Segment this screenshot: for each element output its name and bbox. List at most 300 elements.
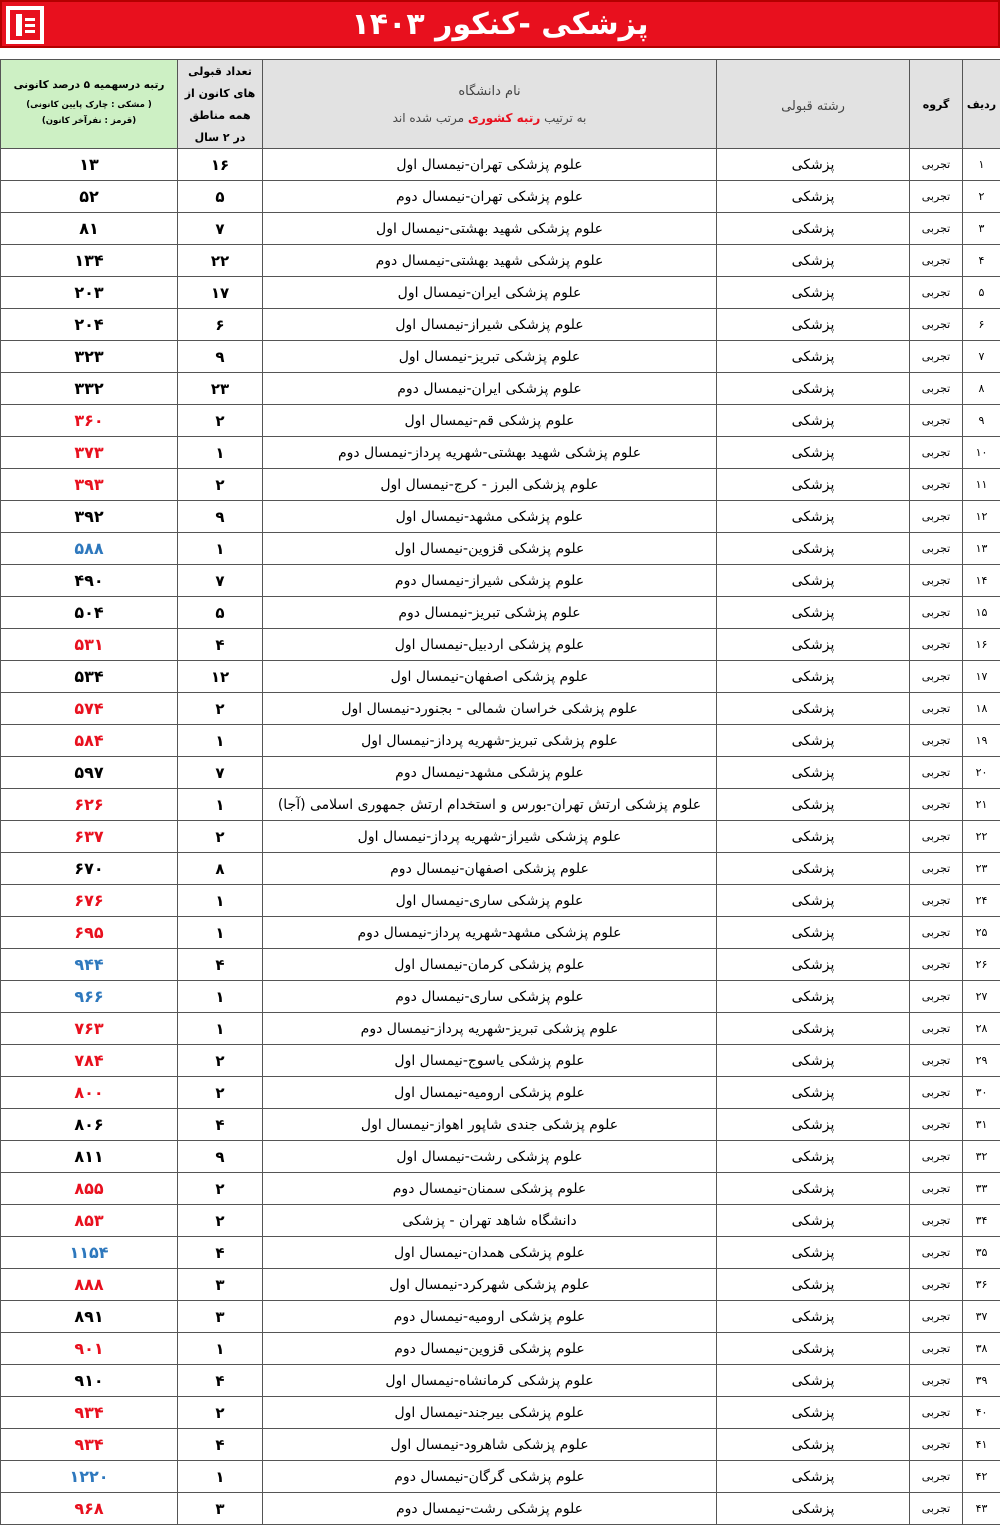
rank-cell: ۷۸۴ (1, 1045, 178, 1077)
group-cell: تجربی (910, 1397, 963, 1429)
major-cell: پزشکی (717, 309, 910, 341)
header-count: تعداد قبولی های کانون از همه مناطق در ۲ سال (178, 60, 263, 149)
table-row (1, 949, 1000, 981)
group-cell: تجربی (910, 1237, 963, 1269)
major-cell: پزشکی (717, 1109, 910, 1141)
table-row (1, 693, 1000, 725)
table-row (1, 565, 1000, 597)
header-university: نام دانشگاه به ترتیب رتبه کشوری مرتب شده اند (263, 60, 717, 149)
row-number-cell: ۲ (963, 181, 1000, 213)
count-cell: ۱ (178, 789, 263, 821)
rank-cell: ۶۹۵ (1, 917, 178, 949)
row-number-cell: ۳۵ (963, 1237, 1000, 1269)
table-row (1, 277, 1000, 309)
major-cell: پزشکی (717, 341, 910, 373)
row-number-cell: ۲۷ (963, 981, 1000, 1013)
university-cell: علوم پزشکی رشت-نیمسال دوم (263, 1493, 717, 1525)
row-number-cell: ۲۴ (963, 885, 1000, 917)
university-cell: علوم پزشکی شهرکرد-نیمسال اول (263, 1269, 717, 1301)
group-cell: تجربی (910, 501, 963, 533)
university-cell: علوم پزشکی ایران-نیمسال دوم (263, 373, 717, 405)
table-row (1, 885, 1000, 917)
row-number-cell: ۲۶ (963, 949, 1000, 981)
table-row (1, 501, 1000, 533)
row-number-cell: ۵ (963, 277, 1000, 309)
university-cell: علوم پزشکی ارومیه-نیمسال اول (263, 1077, 717, 1109)
row-number-cell: ۳۱ (963, 1109, 1000, 1141)
count-cell: ۴ (178, 1365, 263, 1397)
major-cell: پزشکی (717, 1365, 910, 1397)
count-cell: ۲ (178, 405, 263, 437)
table-row (1, 1045, 1000, 1077)
count-cell: ۴ (178, 629, 263, 661)
row-number-cell: ۱۰ (963, 437, 1000, 469)
table-row (1, 789, 1000, 821)
count-cell: ۲ (178, 1205, 263, 1237)
table-row (1, 1077, 1000, 1109)
major-cell: پزشکی (717, 757, 910, 789)
table-row (1, 1141, 1000, 1173)
rank-cell: ۹۴۴ (1, 949, 178, 981)
table-row (1, 725, 1000, 757)
table-row (1, 1301, 1000, 1333)
group-cell: تجربی (910, 597, 963, 629)
group-cell: تجربی (910, 1429, 963, 1461)
group-cell: تجربی (910, 1269, 963, 1301)
university-cell: علوم پزشکی همدان-نیمسال اول (263, 1237, 717, 1269)
major-cell: پزشکی (717, 1205, 910, 1237)
rank-cell: ۳۳۲ (1, 373, 178, 405)
count-cell: ۳ (178, 1301, 263, 1333)
major-cell: پزشکی (717, 1077, 910, 1109)
major-cell: پزشکی (717, 1429, 910, 1461)
major-cell: پزشکی (717, 661, 910, 693)
university-cell: علوم پزشکی قزوین-نیمسال دوم (263, 1333, 717, 1365)
rank-cell: ۹۳۴ (1, 1397, 178, 1429)
group-cell: تجربی (910, 469, 963, 501)
group-cell: تجربی (910, 437, 963, 469)
university-cell: علوم پزشکی البرز - کرج-نیمسال اول (263, 469, 717, 501)
rank-cell: ۸۸۸ (1, 1269, 178, 1301)
rank-cell: ۶۷۰ (1, 853, 178, 885)
university-cell: علوم پزشکی تهران-نیمسال دوم (263, 181, 717, 213)
row-number-cell: ۳۰ (963, 1077, 1000, 1109)
university-cell: علوم پزشکی اصفهان-نیمسال دوم (263, 853, 717, 885)
group-cell: تجربی (910, 565, 963, 597)
header-rank: رتبه درسهمیه ۵ درصد کانونی ( مشکی : چارک پایین کانونی) (قرمز : نفرآخر کانون) (1, 60, 178, 149)
table-row (1, 213, 1000, 245)
count-cell: ۵ (178, 597, 263, 629)
university-cell: علوم پزشکی شهید بهشتی-نیمسال اول (263, 213, 717, 245)
row-number-cell: ۲۹ (963, 1045, 1000, 1077)
university-cell: علوم پزشکی ساری-نیمسال اول (263, 885, 717, 917)
count-cell: ۱ (178, 533, 263, 565)
group-cell: تجربی (910, 1109, 963, 1141)
major-cell: پزشکی (717, 1045, 910, 1077)
count-cell: ۱۲ (178, 661, 263, 693)
count-cell: ۱ (178, 1013, 263, 1045)
count-cell: ۷ (178, 213, 263, 245)
table-row (1, 917, 1000, 949)
group-cell: تجربی (910, 1013, 963, 1045)
university-cell: علوم پزشکی قم-نیمسال اول (263, 405, 717, 437)
rank-cell: ۹۳۴ (1, 1429, 178, 1461)
table-row (1, 1333, 1000, 1365)
university-cell: علوم پزشکی یاسوج-نیمسال اول (263, 1045, 717, 1077)
rank-cell: ۸۵۳ (1, 1205, 178, 1237)
rank-cell: ۱۳ (1, 149, 178, 181)
row-number-cell: ۴ (963, 245, 1000, 277)
count-cell: ۱ (178, 981, 263, 1013)
count-cell: ۱ (178, 885, 263, 917)
university-cell: علوم پزشکی شیراز-نیمسال دوم (263, 565, 717, 597)
row-number-cell: ۱۸ (963, 693, 1000, 725)
major-cell: پزشکی (717, 149, 910, 181)
university-cell: علوم پزشکی سمنان-نیمسال دوم (263, 1173, 717, 1205)
group-cell: تجربی (910, 725, 963, 757)
header-row-number: ردیف (963, 60, 1000, 149)
table-row (1, 1109, 1000, 1141)
row-number-cell: ۳۴ (963, 1205, 1000, 1237)
count-cell: ۴ (178, 949, 263, 981)
group-cell: تجربی (910, 341, 963, 373)
group-cell: تجربی (910, 405, 963, 437)
rank-cell: ۳۷۳ (1, 437, 178, 469)
row-number-cell: ۱۶ (963, 629, 1000, 661)
count-cell: ۵ (178, 181, 263, 213)
count-cell: ۹ (178, 341, 263, 373)
major-cell: پزشکی (717, 565, 910, 597)
major-cell: پزشکی (717, 469, 910, 501)
table-row (1, 757, 1000, 789)
row-number-cell: ۲۸ (963, 1013, 1000, 1045)
header-group: گروه (910, 60, 963, 149)
major-cell: پزشکی (717, 1301, 910, 1333)
count-cell: ۸ (178, 853, 263, 885)
university-cell: علوم پزشکی شهید بهشتی-نیمسال دوم (263, 245, 717, 277)
count-cell: ۳ (178, 1493, 263, 1525)
count-cell: ۱ (178, 1461, 263, 1493)
row-number-cell: ۲۱ (963, 789, 1000, 821)
row-number-cell: ۳ (963, 213, 1000, 245)
group-cell: تجربی (910, 1045, 963, 1077)
table-row (1, 437, 1000, 469)
major-cell: پزشکی (717, 245, 910, 277)
group-cell: تجربی (910, 1141, 963, 1173)
university-cell: علوم پزشکی جندی شاپور اهواز-نیمسال اول (263, 1109, 717, 1141)
row-number-cell: ۲۰ (963, 757, 1000, 789)
university-cell: علوم پزشکی اصفهان-نیمسال اول (263, 661, 717, 693)
major-cell: پزشکی (717, 533, 910, 565)
rank-cell: ۹۱۰ (1, 1365, 178, 1397)
rank-cell: ۸۰۶ (1, 1109, 178, 1141)
rank-cell: ۹۶۸ (1, 1493, 178, 1525)
count-cell: ۲ (178, 1045, 263, 1077)
table-row (1, 405, 1000, 437)
major-cell: پزشکی (717, 629, 910, 661)
group-cell: تجربی (910, 309, 963, 341)
row-number-cell: ۱۲ (963, 501, 1000, 533)
table-row (1, 341, 1000, 373)
group-cell: تجربی (910, 373, 963, 405)
rank-cell: ۸۱ (1, 213, 178, 245)
count-cell: ۲ (178, 1397, 263, 1429)
rank-cell: ۲۰۴ (1, 309, 178, 341)
university-cell: علوم پزشکی مشهد-نیمسال اول (263, 501, 717, 533)
count-cell: ۲ (178, 693, 263, 725)
rank-cell: ۱۱۵۴ (1, 1237, 178, 1269)
rank-cell: ۹۰۱ (1, 1333, 178, 1365)
group-cell: تجربی (910, 1493, 963, 1525)
row-number-cell: ۲۳ (963, 853, 1000, 885)
table-row (1, 629, 1000, 661)
row-number-cell: ۱۷ (963, 661, 1000, 693)
row-number-cell: ۲۲ (963, 821, 1000, 853)
rank-cell: ۵۲ (1, 181, 178, 213)
university-cell: علوم پزشکی شیراز-نیمسال اول (263, 309, 717, 341)
row-number-cell: ۱۱ (963, 469, 1000, 501)
row-number-cell: ۱۵ (963, 597, 1000, 629)
university-cell: علوم پزشکی ساری-نیمسال دوم (263, 981, 717, 1013)
row-number-cell: ۴۰ (963, 1397, 1000, 1429)
university-cell: علوم پزشکی شاهرود-نیمسال اول (263, 1429, 717, 1461)
count-cell: ۲۳ (178, 373, 263, 405)
group-cell: تجربی (910, 853, 963, 885)
university-cell: علوم پزشکی کرمانشاه-نیمسال اول (263, 1365, 717, 1397)
row-number-cell: ۶ (963, 309, 1000, 341)
rank-cell: ۳۲۳ (1, 341, 178, 373)
rank-cell: ۵۷۴ (1, 693, 178, 725)
group-cell: تجربی (910, 661, 963, 693)
row-number-cell: ۴۳ (963, 1493, 1000, 1525)
table-row (1, 469, 1000, 501)
rank-cell: ۵۰۴ (1, 597, 178, 629)
row-number-cell: ۳۸ (963, 1333, 1000, 1365)
table-row (1, 1237, 1000, 1269)
header-major: رشته قبولی (717, 60, 910, 149)
count-cell: ۹ (178, 1141, 263, 1173)
table-row (1, 981, 1000, 1013)
major-cell: پزشکی (717, 1333, 910, 1365)
rank-cell: ۸۱۱ (1, 1141, 178, 1173)
count-cell: ۱ (178, 725, 263, 757)
group-cell: تجربی (910, 629, 963, 661)
table-header-row (1, 60, 1000, 149)
university-cell: علوم پزشکی تبریز-شهریه پرداز-نیمسال دوم (263, 1013, 717, 1045)
count-cell: ۱ (178, 437, 263, 469)
rank-cell: ۶۳۷ (1, 821, 178, 853)
rank-cell: ۸۰۰ (1, 1077, 178, 1109)
major-cell: پزشکی (717, 1269, 910, 1301)
university-cell: علوم پزشکی شیراز-شهریه پرداز-نیمسال اول (263, 821, 717, 853)
group-cell: تجربی (910, 1461, 963, 1493)
row-number-cell: ۳۲ (963, 1141, 1000, 1173)
count-cell: ۴ (178, 1237, 263, 1269)
row-number-cell: ۳۷ (963, 1301, 1000, 1333)
rank-cell: ۳۶۰ (1, 405, 178, 437)
group-cell: تجربی (910, 213, 963, 245)
count-cell: ۶ (178, 309, 263, 341)
row-number-cell: ۱۴ (963, 565, 1000, 597)
count-cell: ۲ (178, 1077, 263, 1109)
university-cell: علوم پزشکی کرمان-نیمسال اول (263, 949, 717, 981)
table-row (1, 245, 1000, 277)
group-cell: تجربی (910, 1173, 963, 1205)
major-cell: پزشکی (717, 501, 910, 533)
table-row (1, 373, 1000, 405)
university-cell: علوم پزشکی قزوین-نیمسال اول (263, 533, 717, 565)
major-cell: پزشکی (717, 693, 910, 725)
group-cell: تجربی (910, 277, 963, 309)
row-number-cell: ۴۱ (963, 1429, 1000, 1461)
major-cell: پزشکی (717, 1141, 910, 1173)
table-row (1, 1493, 1000, 1525)
rank-cell: ۱۳۴ (1, 245, 178, 277)
group-cell: تجربی (910, 1333, 963, 1365)
count-cell: ۹ (178, 501, 263, 533)
row-number-cell: ۱ (963, 149, 1000, 181)
count-cell: ۷ (178, 757, 263, 789)
rank-cell: ۵۳۱ (1, 629, 178, 661)
count-cell: ۳ (178, 1269, 263, 1301)
university-cell: علوم پزشکی ایران-نیمسال اول (263, 277, 717, 309)
table-row (1, 1429, 1000, 1461)
group-cell: تجربی (910, 885, 963, 917)
rank-cell: ۸۵۵ (1, 1173, 178, 1205)
major-cell: پزشکی (717, 1237, 910, 1269)
table-row (1, 1269, 1000, 1301)
group-cell: تجربی (910, 1301, 963, 1333)
group-cell: تجربی (910, 949, 963, 981)
major-cell: پزشکی (717, 949, 910, 981)
rank-cell: ۹۶۶ (1, 981, 178, 1013)
major-cell: پزشکی (717, 213, 910, 245)
count-cell: ۱ (178, 917, 263, 949)
row-number-cell: ۱۳ (963, 533, 1000, 565)
table-row (1, 853, 1000, 885)
group-cell: تجربی (910, 533, 963, 565)
group-cell: تجربی (910, 917, 963, 949)
major-cell: پزشکی (717, 1173, 910, 1205)
count-cell: ۲ (178, 469, 263, 501)
major-cell: پزشکی (717, 981, 910, 1013)
rank-cell: ۷۶۳ (1, 1013, 178, 1045)
university-cell: علوم پزشکی گرگان-نیمسال دوم (263, 1461, 717, 1493)
major-cell: پزشکی (717, 885, 910, 917)
row-number-cell: ۴۲ (963, 1461, 1000, 1493)
group-cell: تجربی (910, 181, 963, 213)
rank-cell: ۵۸۸ (1, 533, 178, 565)
row-number-cell: ۷ (963, 341, 1000, 373)
university-cell: علوم پزشکی تبریز-نیمسال دوم (263, 597, 717, 629)
table-row (1, 181, 1000, 213)
university-cell: دانشگاه شاهد تهران - پزشکی (263, 1205, 717, 1237)
table-row (1, 533, 1000, 565)
rank-cell: ۲۰۳ (1, 277, 178, 309)
university-cell: علوم پزشکی مشهد-نیمسال دوم (263, 757, 717, 789)
table-row (1, 1397, 1000, 1429)
row-number-cell: ۱۹ (963, 725, 1000, 757)
count-cell: ۲ (178, 821, 263, 853)
major-cell: پزشکی (717, 181, 910, 213)
count-cell: ۱۷ (178, 277, 263, 309)
table-row (1, 1013, 1000, 1045)
results-table (0, 59, 1000, 1525)
major-cell: پزشکی (717, 917, 910, 949)
major-cell: پزشکی (717, 597, 910, 629)
rank-cell: ۳۹۳ (1, 469, 178, 501)
university-cell: علوم پزشکی تهران-نیمسال اول (263, 149, 717, 181)
university-cell: علوم پزشکی تبریز-شهریه پرداز-نیمسال اول (263, 725, 717, 757)
university-cell: علوم پزشکی خراسان شمالی - بجنورد-نیمسال اول (263, 693, 717, 725)
table-row (1, 661, 1000, 693)
university-cell: علوم پزشکی بیرجند-نیمسال اول (263, 1397, 717, 1429)
university-cell: علوم پزشکی شهید بهشتی-شهریه پرداز-نیمسال دوم (263, 437, 717, 469)
major-cell: پزشکی (717, 373, 910, 405)
rank-cell: ۵۸۴ (1, 725, 178, 757)
count-cell: ۴ (178, 1429, 263, 1461)
group-cell: تجربی (910, 149, 963, 181)
count-cell: ۷ (178, 565, 263, 597)
major-cell: پزشکی (717, 437, 910, 469)
rank-cell: ۱۲۲۰ (1, 1461, 178, 1493)
group-cell: تجربی (910, 1077, 963, 1109)
row-number-cell: ۹ (963, 405, 1000, 437)
rank-cell: ۵۹۷ (1, 757, 178, 789)
table-row (1, 821, 1000, 853)
university-cell: علوم پزشکی تبریز-نیمسال اول (263, 341, 717, 373)
row-number-cell: ۳۳ (963, 1173, 1000, 1205)
rank-cell: ۵۳۴ (1, 661, 178, 693)
major-cell: پزشکی (717, 853, 910, 885)
group-cell: تجربی (910, 1365, 963, 1397)
count-cell: ۴ (178, 1109, 263, 1141)
logo-icon (6, 6, 44, 44)
group-cell: تجربی (910, 821, 963, 853)
major-cell: پزشکی (717, 1013, 910, 1045)
page-title: پزشکی -کنکور ۱۴۰۳ (351, 7, 648, 42)
university-cell: علوم پزشکی مشهد-شهریه پرداز-نیمسال دوم (263, 917, 717, 949)
row-number-cell: ۸ (963, 373, 1000, 405)
row-number-cell: ۳۹ (963, 1365, 1000, 1397)
count-cell: ۱ (178, 1333, 263, 1365)
group-cell: تجربی (910, 789, 963, 821)
major-cell: پزشکی (717, 1493, 910, 1525)
university-cell: علوم پزشکی اردبیل-نیمسال اول (263, 629, 717, 661)
university-cell: علوم پزشکی ارومیه-نیمسال دوم (263, 1301, 717, 1333)
group-cell: تجربی (910, 757, 963, 789)
rank-cell: ۴۹۰ (1, 565, 178, 597)
table-row (1, 149, 1000, 181)
table-row (1, 1461, 1000, 1493)
table-row (1, 597, 1000, 629)
group-cell: تجربی (910, 693, 963, 725)
row-number-cell: ۳۶ (963, 1269, 1000, 1301)
major-cell: پزشکی (717, 821, 910, 853)
table-row (1, 1173, 1000, 1205)
major-cell: پزشکی (717, 1397, 910, 1429)
count-cell: ۲۲ (178, 245, 263, 277)
rank-cell: ۳۹۲ (1, 501, 178, 533)
count-cell: ۱۶ (178, 149, 263, 181)
row-number-cell: ۲۵ (963, 917, 1000, 949)
major-cell: پزشکی (717, 789, 910, 821)
major-cell: پزشکی (717, 405, 910, 437)
group-cell: تجربی (910, 1205, 963, 1237)
rank-cell: ۶۲۶ (1, 789, 178, 821)
table-row (1, 1365, 1000, 1397)
rank-cell: ۸۹۱ (1, 1301, 178, 1333)
